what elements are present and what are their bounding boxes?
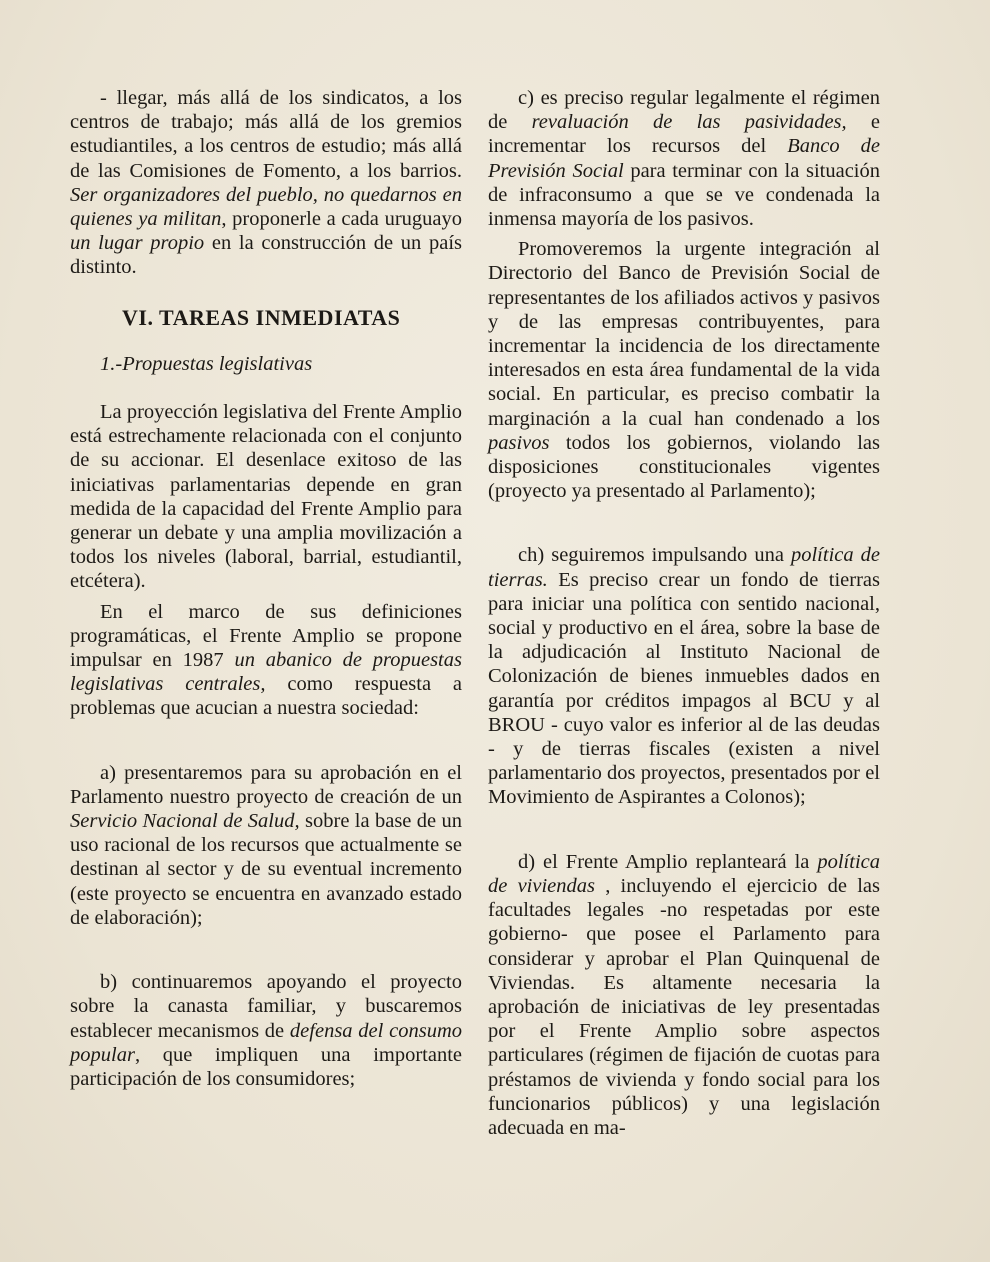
paragraph [70, 86, 462, 280]
text-run: ch) seguiremos impulsando una [518, 544, 791, 567]
subheading: 1.-Propuestas legislativas [100, 352, 313, 375]
text-run: para terminar con la situación de infraconsumo a que se ve condenada la inmensa mayoría de los pasivos. [488, 159, 880, 231]
text-run: - llegar, más allá de los sindicatos, a los centros de trabajo; más allá de los gremios estudiantiles, a los centros de estudio; más allá de las Comisiones de Fomento, a los barrios. [70, 87, 462, 182]
paragraph [70, 600, 462, 721]
text-run: , proponerle a cada uruguayo [221, 208, 462, 231]
text-run: , que impliquen una importante participación de los consumidores; [70, 1043, 462, 1090]
text-run: en la construcción de un país distinto. [70, 232, 462, 279]
emphasis: Servicio Nacional de Salud, [70, 810, 300, 833]
paragraph [488, 237, 880, 503]
section-heading: VI. TAREAS INMEDIATAS [122, 304, 401, 330]
text-run: , incluyendo el ejercicio de las facultades legales -no respetadas por este gobierno- que posee el Parlamento para considerar y aprobar el Plan Quinquenal de Viviendas. Es altamente necesaria la aprobación de iniciativas de ley presentadas por el Frente Amplio sobre aspectos particulares (régimen de fijación de cuotas para préstamos de vivienda y fondo social para los funcionarios públicos) y una legislación adecuada en ma- [488, 874, 880, 1139]
text-run: sobre la base de un uso racional de los recursos que actualmente se destinan al sector y de su eventual incremento (este proyecto se encuentra en avanzado estado de elaboración); [70, 810, 462, 929]
text-run: c) es preciso regular legalmente el régimen de [488, 87, 880, 134]
left-column [70, 86, 462, 1091]
emphasis: un abanico de propuestas legislativas centrales, [70, 649, 462, 696]
text-run: En el marco de sus definiciones programáticas, el Frente Amplio se propone impulsar en 1987 [70, 600, 462, 672]
text-run: e incrementar los recursos del [488, 111, 880, 158]
right-column [488, 86, 880, 1140]
emphasis: pasivos [488, 431, 550, 454]
paragraph [488, 543, 880, 809]
text-run: d) el Frente Amplio replanteará la [518, 850, 818, 873]
paragraph [70, 761, 462, 930]
paragraph: La proyección legislativa del Frente Amplio está estrechamente relacionada con el conjunto de su accionar. El desenlace exitoso de las iniciativas parlamentarias depende en gran medida de la capacidad del Frente Amplio para generar un debate y una amplia movilización a todos los niveles (laboral, barrial, estudiantil, etcétera). [70, 401, 462, 593]
emphasis: defensa del consumo popular [70, 1019, 462, 1066]
emphasis: Ser organizadores del pueblo, no quedarnos en quienes ya militan [70, 183, 462, 231]
emphasis: un lugar propio [70, 232, 205, 255]
emphasis: política de tierras. [488, 544, 881, 591]
emphasis: política de viviendas [488, 850, 880, 897]
text-run: Es preciso crear un fondo de tierras para iniciar una política con sentido nacional, social y productivo en el área, sobre la base de la adjudicación al Instituto Nacional de Colonización de bienes inmuebles dados en garantía por créditos impagos al BCU y al BROU - cuyo valor es inferior al de las deudas - y de tierras fiscales (existen a nivel parlamentario dos proyectos, presentados por el Movimiento de Aspirantes a Colonos); [488, 568, 880, 809]
text-run: b) continuaremos apoyando el proyecto sobre la canasta familiar, y buscaremos establecer mecanismos de [70, 971, 462, 1042]
text-run: como respuesta a problemas que acucian a nuestra sociedad: [70, 673, 462, 720]
text-run: Promoveremos la urgente integración al Directorio del Banco de Previsión Social de representantes de los afiliados activos y pasivos y de las empresas contribuyentes, para incrementar la incidencia de los directamente interesados en esta área fundamental de la vida social. En particular, es preciso combatir la marginación a la cual han condenado a los [488, 238, 880, 430]
text-run: a) presentaremos para su aprobación en el Parlamento nuestro proyecto de creación de un [70, 761, 462, 808]
paragraph [488, 86, 880, 231]
text-run: todos los gobiernos, violando las disposiciones constitucionales vigentes (proyecto ya presentado al Parlamento); [488, 431, 880, 503]
emphasis: Banco de Previsión Social [488, 135, 880, 182]
paragraph [488, 850, 880, 1140]
emphasis: revaluación de las pasividades, [531, 111, 847, 134]
paragraph [70, 970, 462, 1091]
